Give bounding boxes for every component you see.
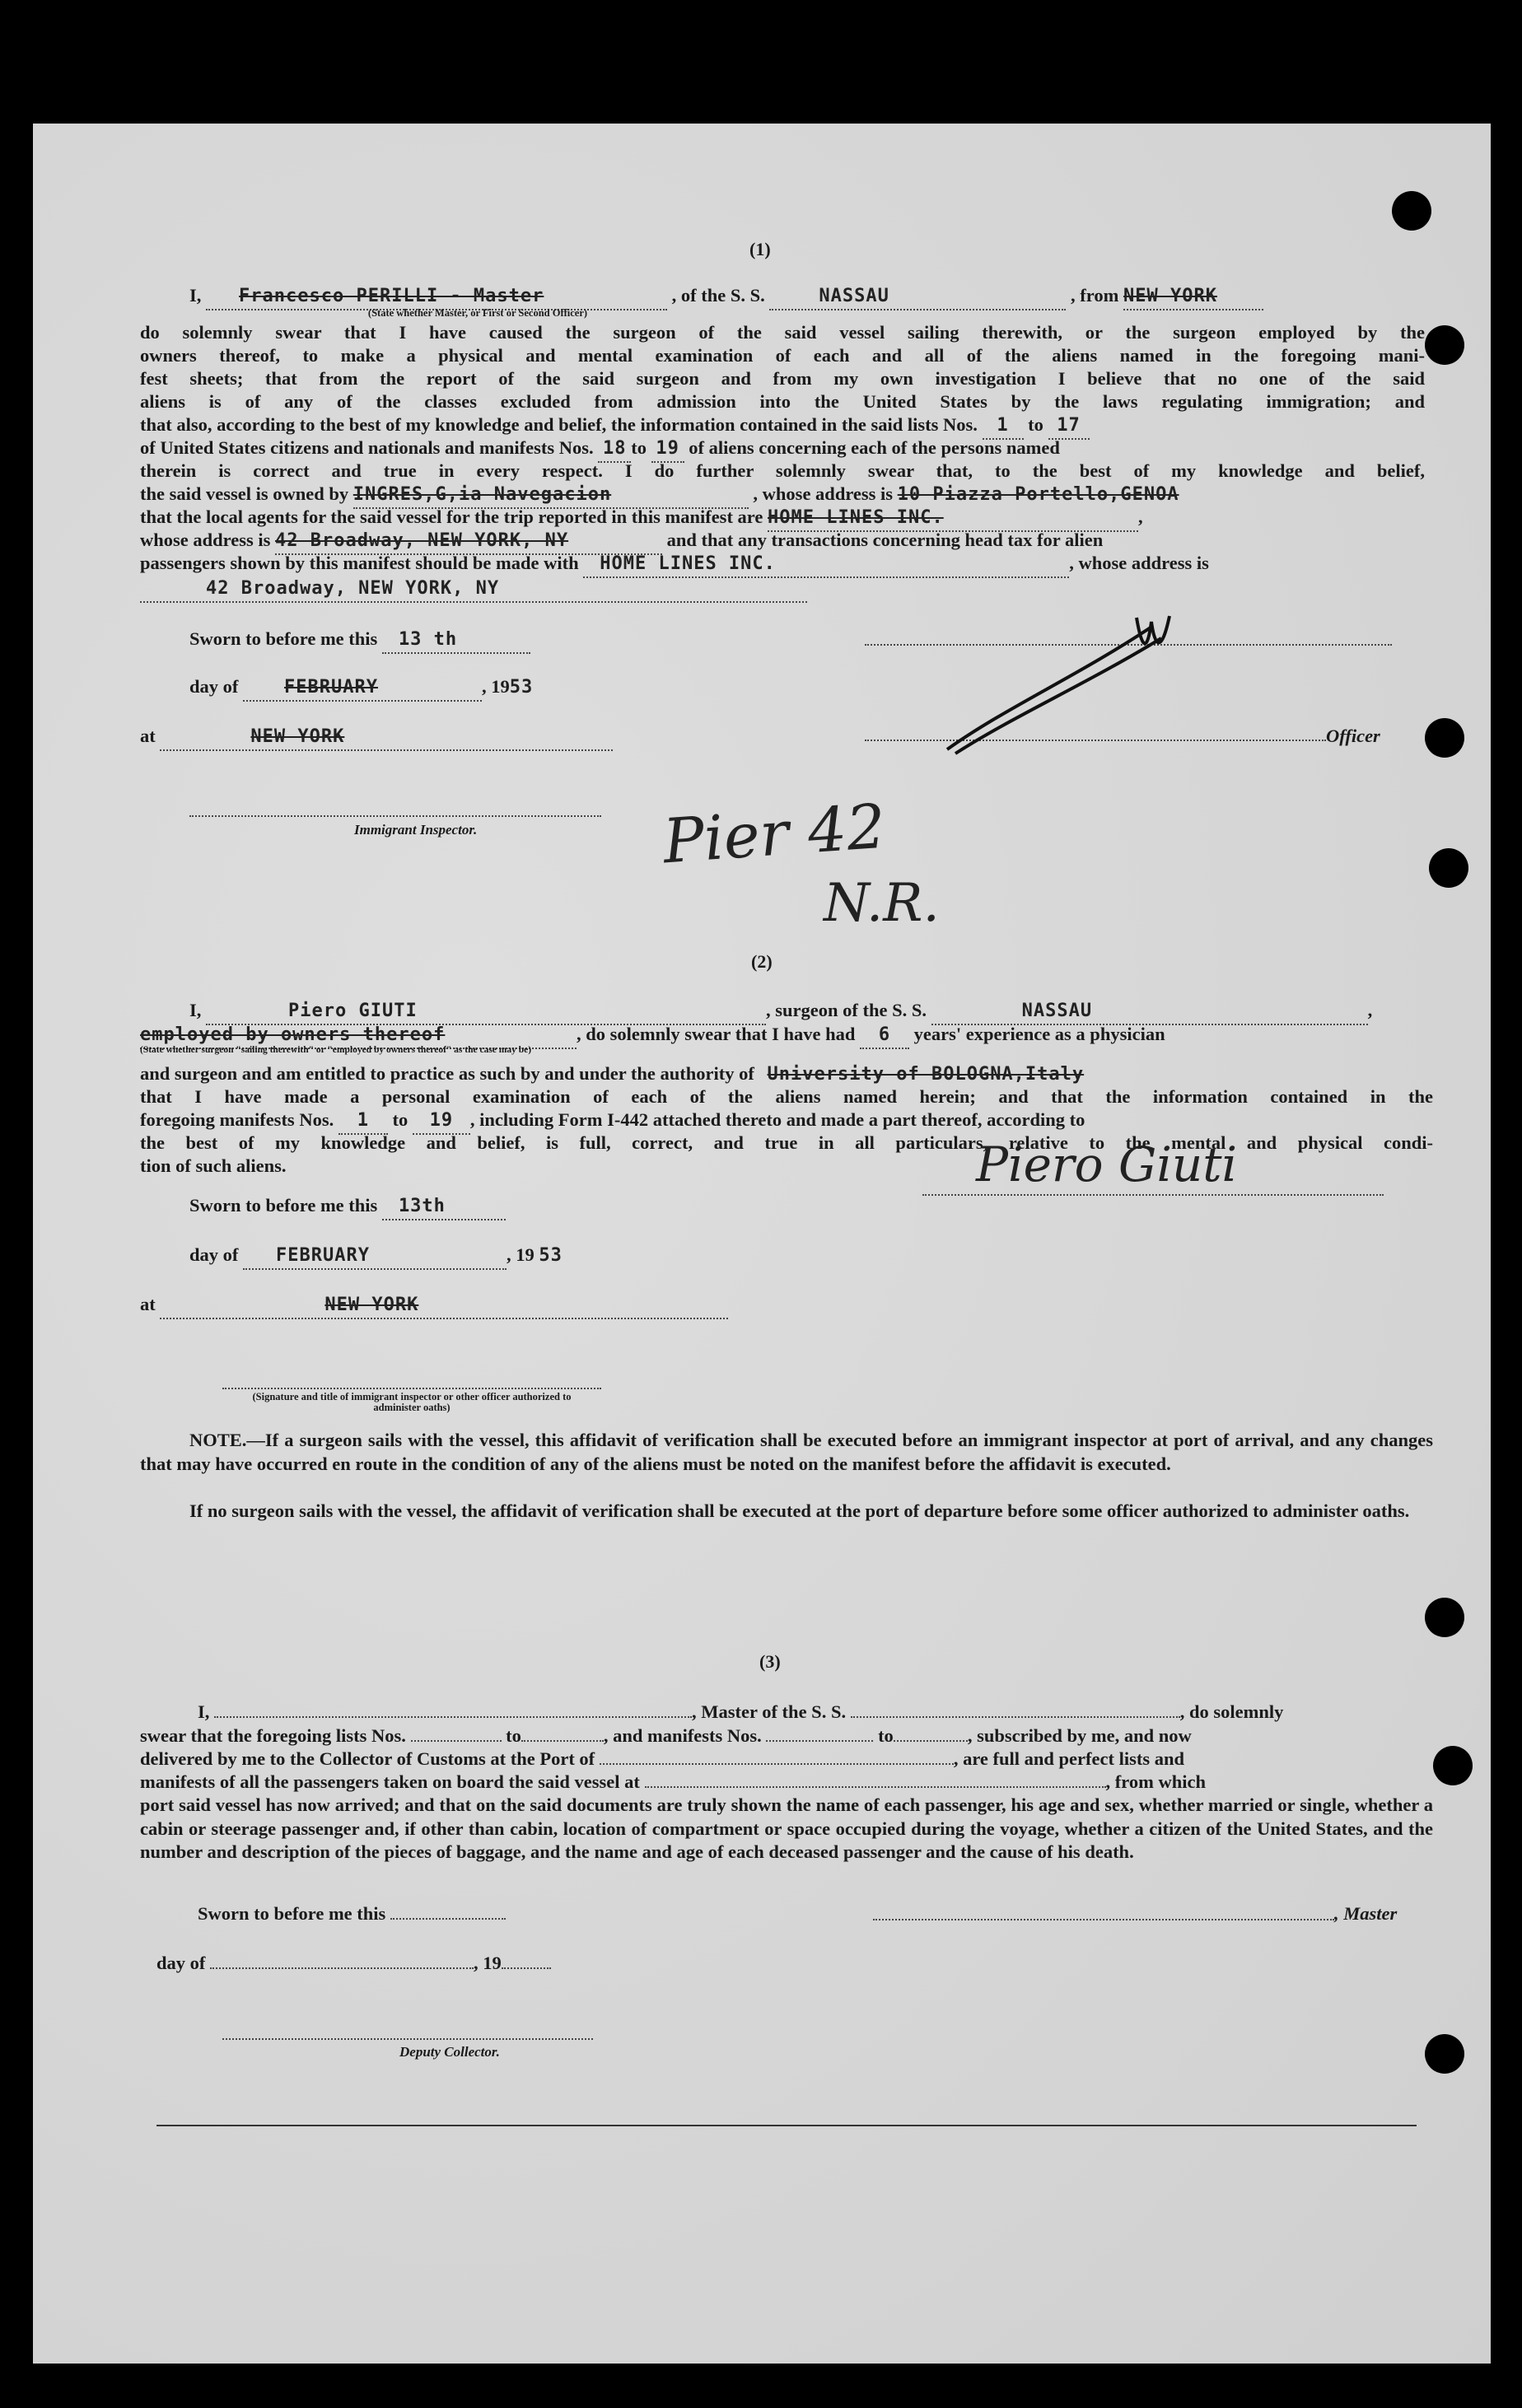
section-number: (2) (751, 951, 773, 972)
sworn-place-line: at NEW YORK (140, 1293, 728, 1319)
punch-hole (1429, 848, 1468, 888)
deputy-caption: Deputy Collector. (399, 2044, 500, 2060)
sworn-month: FEBRUARY (243, 676, 482, 702)
ship-name: NASSAU (769, 285, 1066, 310)
authority-line: and surgeon and am entitled to practice as such by and under the authority of University of BOLOGNA,Italy (140, 1063, 1085, 1085)
officer-label: Officer (1326, 726, 1380, 746)
master-name: Francesco PERILLI - Master (206, 285, 667, 310)
sworn-month-field[interactable] (210, 1967, 474, 1969)
sworn-date-line-3: day of , 19 (156, 1952, 551, 1976)
head-tax-address-line (140, 576, 807, 603)
lists-line-3: swear that the foregoing lists Nos. to , and manifests Nos. to , subscribed by me, and now (140, 1725, 1192, 1746)
lists-to-field[interactable] (521, 1740, 604, 1742)
sworn-place-line: at NEW YORK (140, 725, 613, 751)
signature-caption: (Signature and title of immigrant inspector or other officer authorized to administer oaths) (252, 1391, 572, 1413)
oath-line: the best of my knowledge and belief, is full, correct, and true in all particulars, relative to the mental and physical condi- (140, 1132, 1433, 1153)
note-paragraph-1: NOTE.—If a surgeon sails with the vessel, this affidavit of verification shall be executed before an immigrant inspector at port of arrival, and any changes that may have occurred en route in the condition of any of the aliens must be noted on the manifest before the affidavit is executed. (140, 1430, 1433, 1474)
punch-hole (1425, 718, 1464, 758)
oath-line: do solemnly swear that I have caused the surgeon of the said vessel sailing therewith, or the surgeon employed by the (140, 322, 1425, 343)
sworn-year: 53 (509, 677, 534, 698)
manifest-to: 19 (651, 437, 684, 463)
oath-line: therein is correct and true in every respect. I do further solemnly swear that, to the best of my knowledge and belief, (140, 460, 1425, 481)
sworn-place: NEW YORK (160, 726, 613, 751)
manifests-to: 19 (413, 1109, 470, 1135)
departure-port: NEW YORK (1123, 285, 1263, 310)
boarding-port-field[interactable] (645, 1786, 1106, 1788)
section-number: (1) (749, 239, 771, 259)
oath-line: tion of such aliens. (140, 1155, 287, 1176)
master-label-3: , Master (1334, 1903, 1398, 1924)
manifests-from: 1 (338, 1109, 388, 1135)
agents-address-line: whose address is 42 Broadway, NEW YORK, NY and that any transactions concerning head tax for alien (140, 529, 1425, 555)
master-line: I, Francesco PERILLI - Master , of the S. S. NASSAU , from NEW YORK (189, 284, 1425, 310)
oath-line: fest sheets; that from the report of the said surgeon and from my own investigation I believe that no one of the said (140, 368, 1425, 389)
delivered-line-3: delivered by me to the Collector of Customs at the Port of , are full and perfect lists and (140, 1748, 1185, 1769)
punch-hole (1425, 1598, 1464, 1637)
section3-body: port said vessel has now arrived; and that on the said documents are truly shown the name of each passenger, his age and sex, whether married or single, whether a cabin or steerage passenger and, if other than cabin, location of compartment or space occupied during the voyage, whether a citizen of the United States, and the number and description of the pieces of baggage, and the name and age of each deceased passenger and the cause of his death. (140, 1794, 1433, 1862)
port-field[interactable] (600, 1763, 954, 1765)
sworn-date-line: day of FEBRUARY , 1953 (189, 675, 533, 702)
surgeon-ship: NASSAU (931, 1000, 1368, 1025)
handwritten-pier: Pier 42 (661, 791, 888, 878)
head-tax-party: HOME LINES INC. (583, 553, 1069, 578)
master-signature (931, 609, 1227, 774)
surgeon-signature: Piero Giuti (976, 1136, 1238, 1192)
lists-from: 1 (983, 414, 1024, 440)
master-signature-line-3 (873, 1919, 1334, 1920)
sworn-line: Sworn to before me this 13 th (189, 628, 530, 654)
oath-line: that I have made a personal examination of each of the aliens named herein; and that the information contained in the (140, 1086, 1433, 1107)
vessel-owner: INGRES,G,ia Navegacion (353, 483, 749, 509)
bottom-rule (156, 2125, 1417, 2126)
head-tax-address: 42 Broadway, NEW YORK, NY (140, 577, 807, 603)
manifest-from: 18 (598, 437, 631, 463)
inspector-line (189, 815, 601, 817)
oath-line: that also, according to the best of my knowledge and belief, the information contained in the said lists Nos. 1 to 17 (140, 413, 1425, 440)
signature-line (222, 1388, 601, 1389)
sworn-date-line: day of FEBRUARY , 19 53 (189, 1244, 563, 1270)
lists-from-field[interactable] (411, 1740, 502, 1742)
punch-hole (1392, 191, 1431, 231)
punch-hole (1425, 2034, 1464, 2074)
sworn-month: FEBRUARY (243, 1244, 507, 1270)
foregoing-line: foregoing manifests Nos. 1 to 19 , including Form I-442 attached thereto and made a part thereof, according to (140, 1108, 1441, 1135)
sworn-place: NEW YORK (160, 1294, 728, 1319)
ship-field[interactable] (851, 1716, 1180, 1718)
local-agents: HOME LINES INC. (768, 506, 1138, 532)
surgeon-name: Piero GIUTI (206, 1000, 766, 1025)
surgeon-signature-line (922, 1194, 1384, 1196)
section-number: (3) (759, 1651, 781, 1672)
employed-caption: (State whether surgeon "sailing therewith" or "employed by owners thereof" as the case may be) (140, 1045, 532, 1055)
manifests-from-field[interactable] (766, 1740, 873, 1742)
note-paragraph-2: If no surgeon sails with the vessel, the affidavit of verification shall be executed at the port of departure before some officer authorized to administer oaths. (189, 1500, 1410, 1521)
master-name-field[interactable] (214, 1716, 692, 1718)
inspector-caption: Immigrant Inspector. (354, 822, 478, 838)
sworn-day: 13th (382, 1195, 506, 1220)
sworn-year: 53 (539, 1245, 563, 1266)
lists-to: 17 (1048, 414, 1090, 440)
deputy-line (222, 2038, 593, 2040)
head-tax-line: passengers shown by this manifest should be made with HOME LINES INC. , whose address is (140, 552, 1425, 578)
agents-address: 42 Broadway, NEW YORK, NY (275, 530, 662, 555)
employment-type: employed by owners thereof (140, 1024, 577, 1049)
handwritten-nr: N.R. (824, 873, 940, 934)
sworn-day-field[interactable] (390, 1918, 506, 1920)
owner-line: the said vessel is owned by INGRES,G,ia Navegacion , whose address is 10 Piazza Portello,GENOA (140, 483, 1474, 509)
employed-line: employed by owners thereof , do solemnly swear that I have had 6 years' experience as a physician (140, 1023, 1441, 1049)
sworn-year-field[interactable] (502, 1967, 551, 1969)
punch-hole (1425, 325, 1464, 365)
master-caption: (State whether Master, or First or Second Officer) (367, 307, 588, 319)
sworn-line: Sworn to before me this 13th (189, 1194, 506, 1220)
authority: University of BOLOGNA,Italy (767, 1064, 1085, 1085)
manifests-to-field[interactable] (894, 1740, 968, 1742)
oath-line: of United States citizens and nationals and manifests Nos. 18 to 19 of aliens concerning each of the persons named (140, 436, 1441, 463)
oath-line: aliens is of any of the classes excluded from admission into the United States by the laws regulating immigration; and (140, 391, 1425, 412)
manifests-line-3: manifests of all the passengers taken on board the said vessel at , from which (140, 1771, 1206, 1792)
document-page (33, 124, 1491, 2364)
owner-address: 10 Piazza Portello,GENOA (897, 484, 1179, 505)
sworn-day: 13 th (382, 628, 530, 654)
sworn-line-3: Sworn to before me this (198, 1902, 506, 1926)
years-experience: 6 (860, 1024, 909, 1049)
master-line-3: I, , Master of the S. S. , do solemnly (198, 1701, 1284, 1722)
agents-line: that the local agents for the said vessel for the trip reported in this manifest are HOME LINES INC. , (140, 506, 1425, 532)
oath-line: owners thereof, to make a physical and mental examination of each and all of the aliens named in the foregoing mani- (140, 345, 1425, 366)
surgeon-line: I, Piero GIUTI , surgeon of the S. S. NASSAU , (189, 999, 1441, 1025)
